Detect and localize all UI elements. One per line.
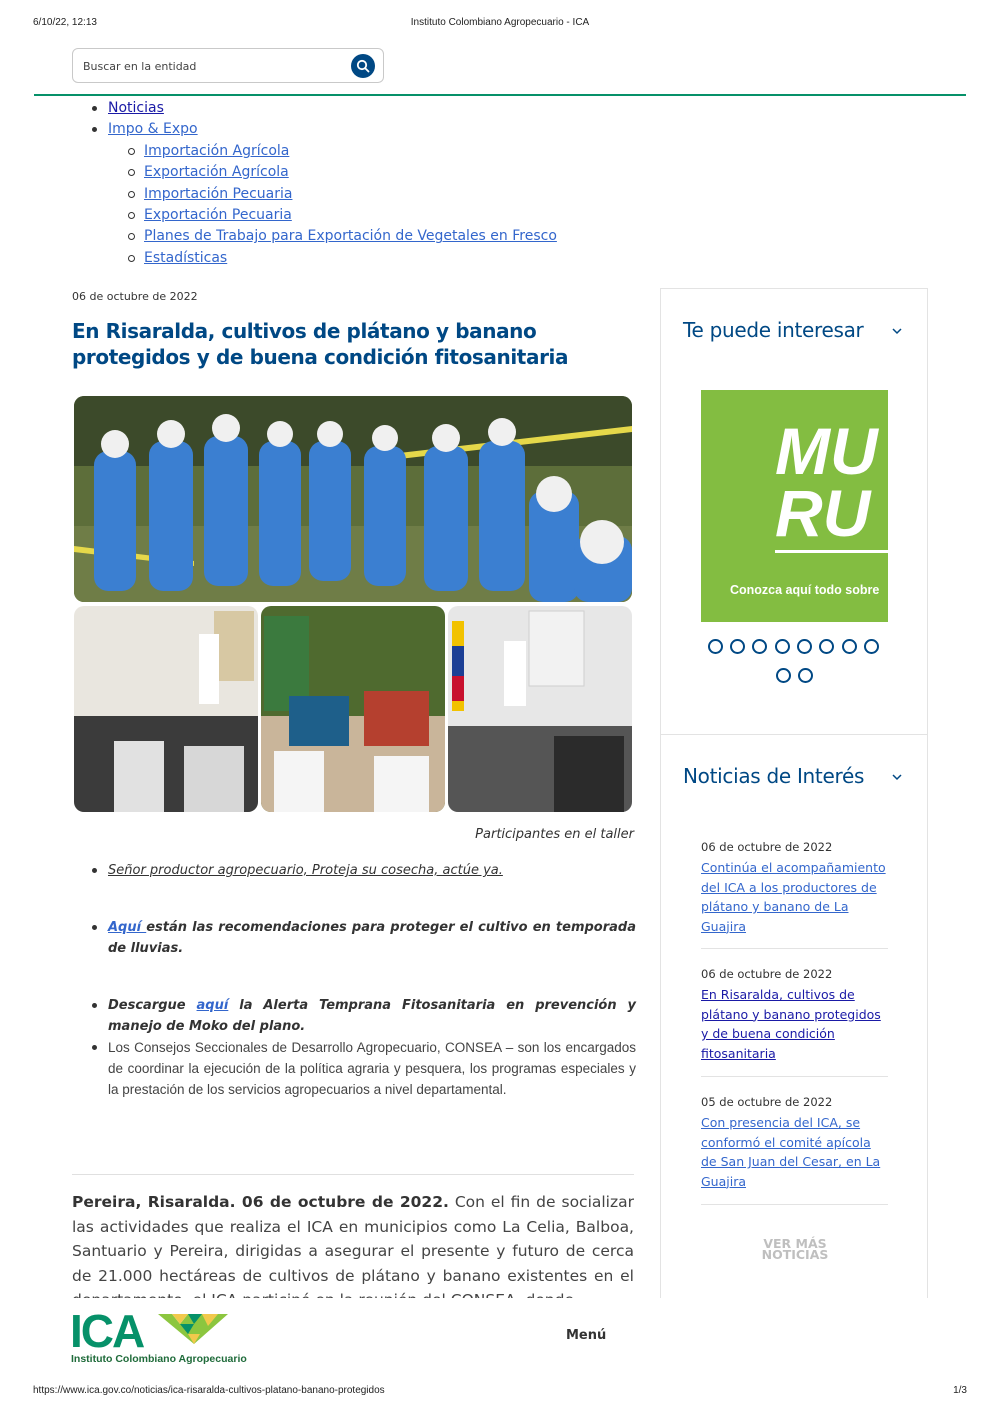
print-page-number: 1/3 bbox=[953, 1385, 967, 1396]
carousel-dot[interactable] bbox=[730, 639, 745, 654]
photo-workshop-group bbox=[74, 396, 632, 602]
nav-link-exportacion-agricola[interactable]: Exportación Agrícola bbox=[144, 164, 289, 181]
print-datetime: 6/10/22, 12:13 bbox=[33, 17, 97, 28]
nav-link-planes-trabajo[interactable]: Planes de Trabajo para Exportación de Vegetales en Fresco bbox=[144, 228, 557, 245]
search-input[interactable] bbox=[83, 57, 343, 75]
menu-button[interactable]: Menú bbox=[566, 1328, 607, 1343]
chevron-down-icon[interactable] bbox=[892, 328, 902, 335]
search-icon bbox=[356, 59, 370, 73]
nav-subitem bbox=[128, 226, 557, 247]
print-header bbox=[0, 17, 1000, 31]
header-divider bbox=[34, 94, 966, 96]
article-bullets bbox=[90, 860, 636, 1100]
carousel-dot[interactable] bbox=[819, 639, 834, 654]
nav-subitem bbox=[128, 248, 557, 269]
nav-item-impo-expo bbox=[92, 119, 557, 140]
bullet-consea: Los Consejos Seccionales de Desarrollo Agropecuario, CONSEA – son los encargados de coordinar la ejecución de la política agraria y pesquera, los programas especiales y la prestación de los servicios agropecuarios a nivel departamental. bbox=[90, 1037, 636, 1100]
article-lead bbox=[72, 1190, 634, 1298]
news-date: 05 de octubre de 2022 bbox=[701, 1095, 833, 1109]
logo-tagline: Instituto Colombiano Agropecuario bbox=[71, 1353, 247, 1365]
article-title: En Risaralda, cultivos de plátano y banano protegidos y de buena condición fitosanitaria bbox=[72, 319, 569, 369]
photo-caption: Participantes en el taller bbox=[475, 827, 634, 842]
nav-link-noticias[interactable]: Noticias bbox=[108, 100, 164, 116]
news-item bbox=[701, 1095, 888, 1191]
nav-subitem bbox=[128, 162, 557, 183]
bullet-alerta-text: la Alerta Temprana Fitosanitaria en prevención y manejo de Moko del plano. bbox=[108, 998, 636, 1034]
article-photo-collage bbox=[74, 396, 632, 812]
search-button[interactable] bbox=[351, 54, 375, 78]
lead-text: Con el fin de socializar las actividades que realiza el ICA en municipios como La Celia, Balboa, Santuario y Pereira, dirigidas a asegurar el presente y futuro de cerca de 21.000 hectáreas de cultivos de plátano y banano existentes en el bbox=[72, 1193, 634, 1285]
bullet-productor bbox=[90, 860, 636, 881]
bullet-alerta-pre: Descargue bbox=[108, 998, 197, 1013]
news-date: 06 de octubre de 2022 bbox=[701, 967, 833, 981]
nav-link-exportacion-pecuaria[interactable]: Exportación Pecuaria bbox=[144, 207, 292, 224]
link-proteja-cosecha[interactable]: Señor productor agropecuario, Proteja su cosecha, actúe ya. bbox=[108, 863, 503, 878]
chevron-down-icon[interactable] bbox=[892, 774, 902, 781]
link-aqui-recomendaciones[interactable]: Aquí bbox=[108, 920, 147, 935]
nav-menu bbox=[92, 98, 557, 269]
carousel-dot[interactable] bbox=[798, 668, 813, 683]
search-box bbox=[72, 48, 384, 83]
promo-banner[interactable] bbox=[701, 390, 888, 622]
news-date: 06 de octubre de 2022 bbox=[701, 840, 833, 854]
news-link[interactable]: Con presencia del ICA, se conformó el comité apícola de San Juan del Cesar, en La Guajira bbox=[701, 1115, 881, 1189]
ica-logo[interactable] bbox=[70, 1305, 247, 1368]
nav-link-importacion-agricola[interactable]: Importación Agrícola bbox=[144, 142, 290, 159]
article-date: 06 de octubre de 2022 bbox=[72, 290, 198, 303]
nav-link-impo-expo[interactable]: Impo & Expo bbox=[108, 121, 198, 138]
more-news-button[interactable]: VER MÁS NOTICIAS bbox=[761, 1236, 829, 1262]
photo-outdoor-meeting bbox=[261, 606, 445, 812]
news-separator bbox=[701, 1204, 888, 1205]
logo-text: ICA bbox=[70, 1305, 144, 1357]
nav-subitem bbox=[128, 205, 557, 226]
news-item bbox=[701, 840, 888, 936]
carousel-dot[interactable] bbox=[708, 639, 723, 654]
sidebar-divider bbox=[660, 734, 928, 735]
nav-link-estadisticas[interactable]: Estadísticas bbox=[144, 249, 228, 266]
print-title: Instituto Colombiano Agropecuario - ICA bbox=[410, 17, 590, 28]
news-separator bbox=[701, 948, 888, 949]
banner-rule bbox=[775, 550, 895, 553]
carousel-dot[interactable] bbox=[776, 668, 791, 683]
article-divider bbox=[72, 1174, 634, 1175]
carousel-dot[interactable] bbox=[775, 639, 790, 654]
banner-text-line1: MU bbox=[775, 414, 878, 488]
carousel-dot[interactable] bbox=[864, 639, 879, 654]
banner-text-line2: RU bbox=[775, 476, 871, 550]
print-url: https://www.ica.gov.co/noticias/ica-risaralda-cultivos-platano-banano-protegidos bbox=[33, 1385, 385, 1396]
bullet-alerta bbox=[90, 995, 636, 1037]
interest-heading: Te puede interesar bbox=[683, 318, 864, 342]
nav-subitem bbox=[128, 184, 557, 205]
photo-agrosavia-presentation bbox=[448, 606, 632, 812]
news-link[interactable]: Continúa el acompañamiento del ICA a los productores de plátano y banano de La Guajira bbox=[701, 860, 886, 934]
photo-speaker-room bbox=[74, 606, 258, 812]
carousel-dot[interactable] bbox=[752, 639, 767, 654]
lead-dateline: Pereira, Risaralda. 06 de octubre de 2022. bbox=[72, 1193, 449, 1211]
bullet-recomendaciones bbox=[90, 917, 636, 959]
nav-item-noticias bbox=[92, 98, 557, 119]
banner-subtext: Conozca aquí todo sobre bbox=[730, 583, 880, 597]
nav-subitem bbox=[128, 141, 557, 162]
news-link[interactable]: En Risaralda, cultivos de plátano y banano protegidos y de buena condición fitosanitaria bbox=[701, 987, 881, 1061]
logo-mark-icon bbox=[158, 1310, 230, 1346]
news-separator bbox=[701, 1076, 888, 1077]
nav-link-importacion-pecuaria[interactable]: Importación Pecuaria bbox=[144, 185, 293, 202]
carousel-dot[interactable] bbox=[842, 639, 857, 654]
news-heading: Noticias de Interés bbox=[683, 764, 865, 788]
link-aqui-alerta[interactable]: aquí bbox=[196, 998, 229, 1013]
carousel-dot[interactable] bbox=[797, 639, 812, 654]
news-item bbox=[701, 967, 888, 1063]
bullet-recomendaciones-text: están las recomendaciones para proteger el cultivo en temporada de lluvias. bbox=[108, 920, 637, 956]
